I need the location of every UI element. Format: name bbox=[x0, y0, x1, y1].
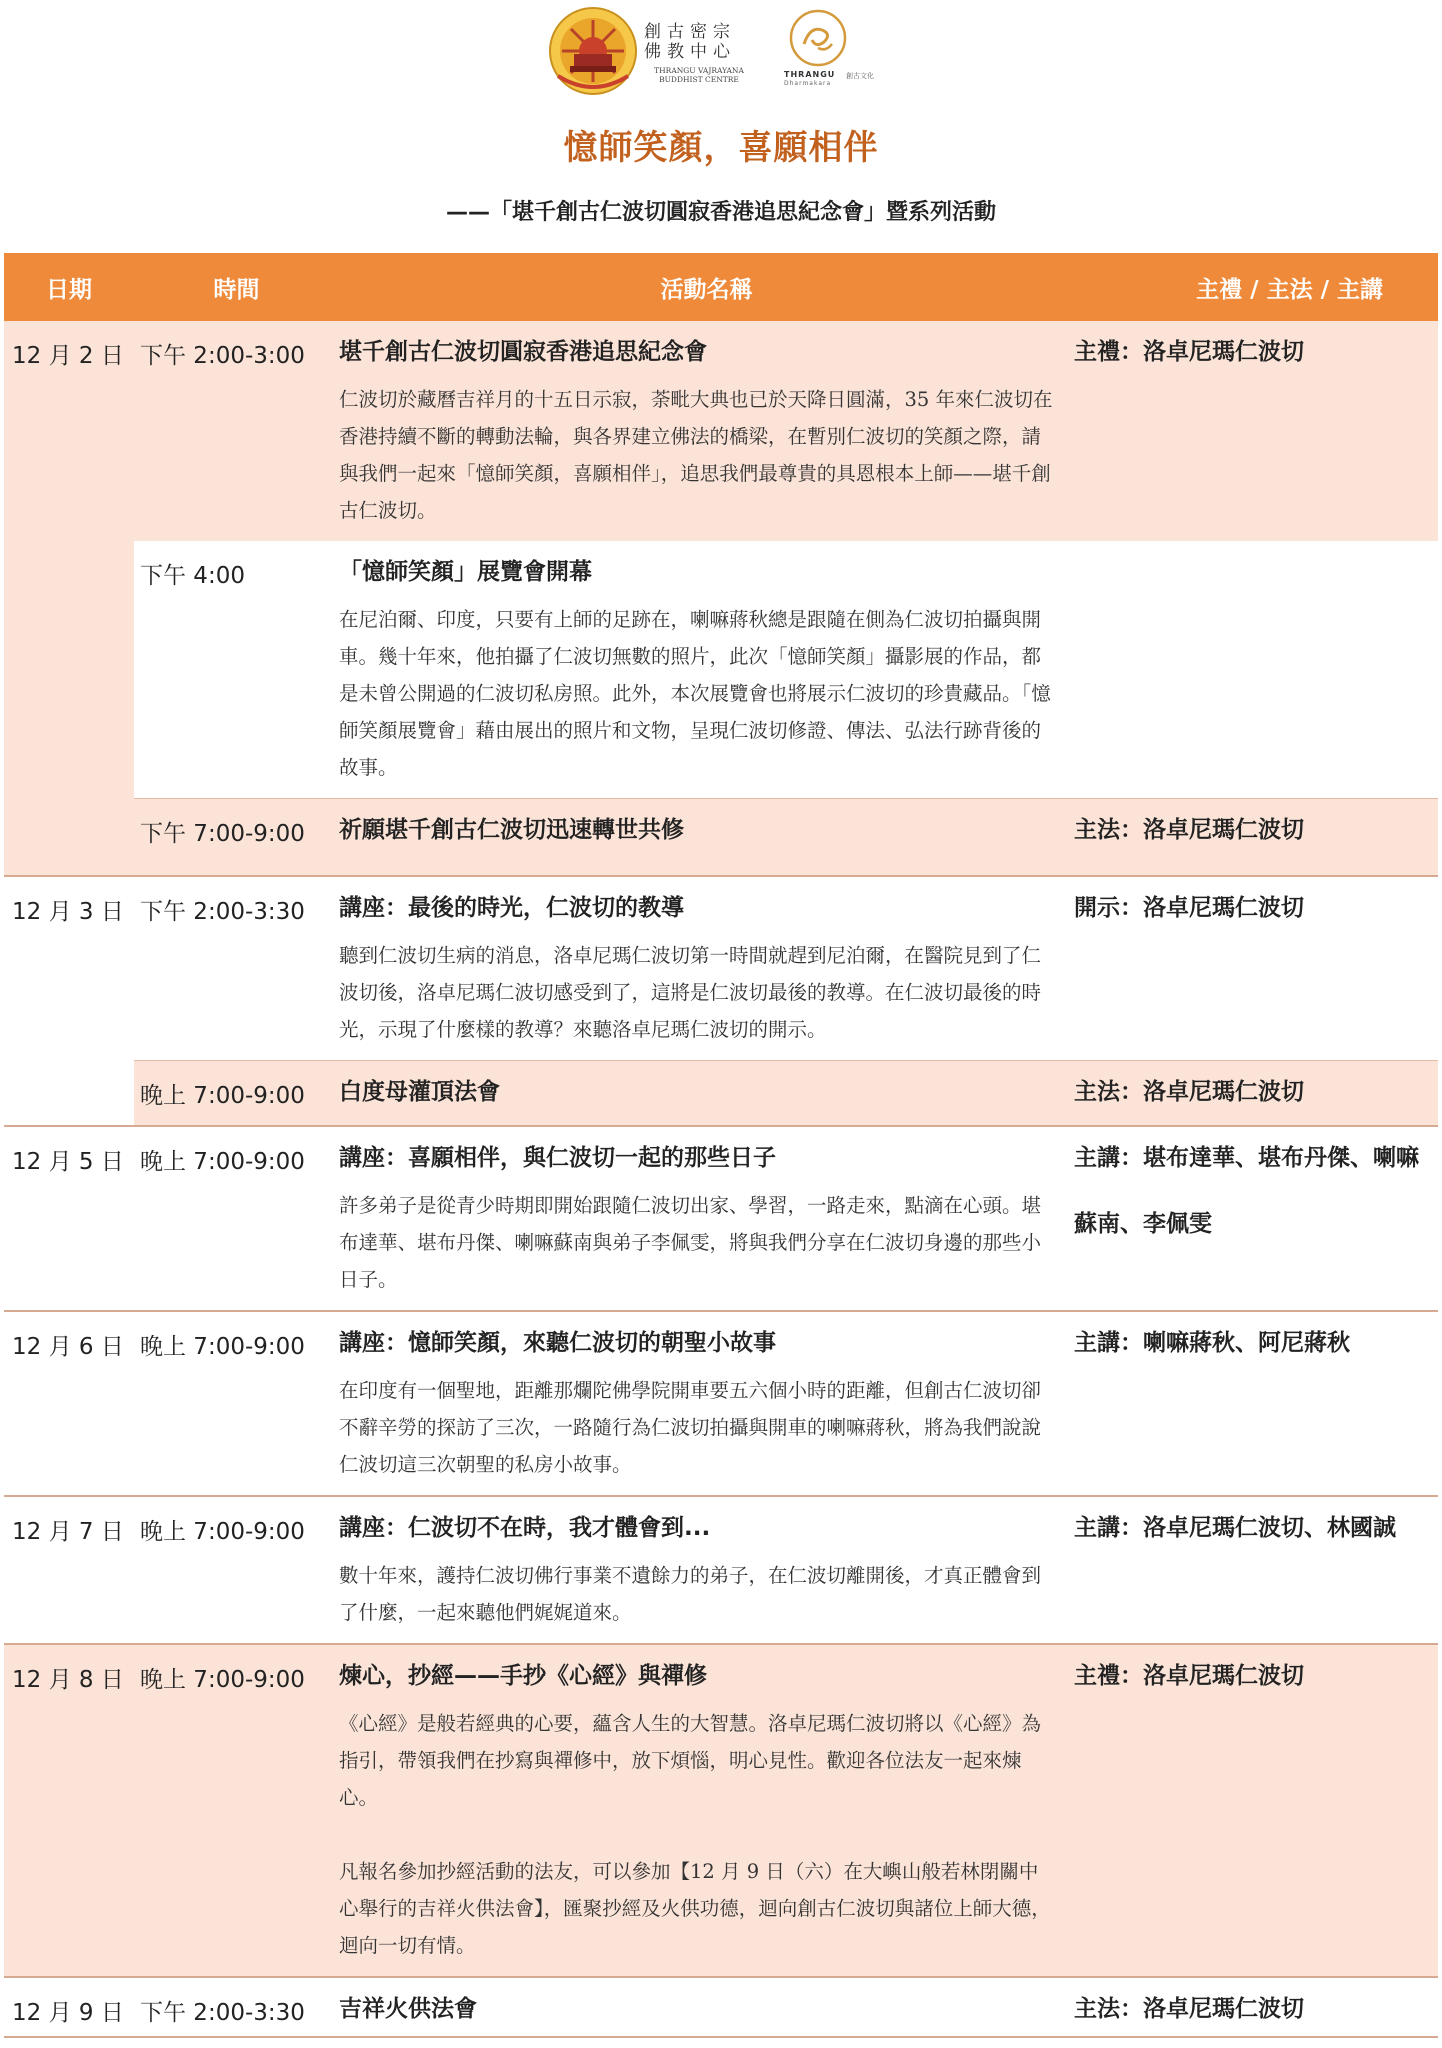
event-name: 吉祥火供法會 bbox=[339, 1996, 477, 2022]
event-host: 開示：洛卓尼瑪仁波切 bbox=[1074, 895, 1304, 921]
partner-chinese-name: 創古文化 bbox=[846, 72, 874, 80]
event-time: 晚上 7:00-9:00 bbox=[140, 1519, 305, 1545]
event-row bbox=[134, 1497, 1438, 1643]
event-description-text: 許多弟子是從青少時期即開始跟隨仁波切出家、學習，一路走來，點滴在心頭。堪布達華、堪布丹傑、喇嘛蘇南與弟子李佩雯，將與我們分享在仁波切身邊的那些小日子。 bbox=[339, 1194, 1042, 1291]
event-row bbox=[134, 1312, 1438, 1495]
event-time: 下午 7:00-9:00 bbox=[140, 821, 305, 847]
event-time: 下午 2:00-3:00 bbox=[140, 343, 305, 369]
event-host: 主講：喇嘛蔣秋、阿尼蔣秋 bbox=[1074, 1330, 1350, 1356]
table-header bbox=[4, 253, 1438, 321]
event-time: 晚上 7:00-9:00 bbox=[140, 1149, 305, 1175]
page-subtitle: ——「堪千創古仁波切圓寂香港追思紀念會」暨系列活動 bbox=[445, 200, 996, 225]
event-time: 下午 2:00-3:30 bbox=[140, 899, 305, 925]
org-name-english: THRANGU VAJRAYANA BUDDHIST CENTRE bbox=[654, 66, 744, 84]
event-name: 白度母灌頂法會 bbox=[339, 1079, 500, 1105]
event-time: 晚上 7:00-9:00 bbox=[140, 1083, 305, 1109]
event-description bbox=[339, 1187, 1054, 1298]
day-row bbox=[4, 1127, 1438, 1312]
event-row bbox=[134, 1127, 1438, 1310]
day-row bbox=[4, 1978, 1438, 2038]
event-host bbox=[1074, 541, 1438, 798]
event-time: 晚上 7:00-9:00 bbox=[140, 1334, 305, 1360]
logo-bar bbox=[548, 6, 908, 98]
event-name: 祈願堪千創古仁波切迅速轉世共修 bbox=[339, 817, 684, 843]
event-description bbox=[339, 601, 1054, 786]
day-date: 12 月 2 日 bbox=[12, 343, 124, 369]
event-time: 下午 2:00-3:30 bbox=[140, 2000, 305, 2026]
org-name: 創古密宗佛教中心 bbox=[644, 22, 736, 62]
event-description-text: 數十年來，護持仁波切佛行事業不遺餘力的弟子，在仁波切離開後，才真正體會到了什麼，一起來聽他們娓娓道來。 bbox=[339, 1564, 1042, 1624]
event-description-text: 仁波切於藏曆吉祥月的十五日示寂，荼毗大典也已於天降日圓滿，35 年來仁波切在香港持續不斷的轉動法輪，與各界建立佛法的橋梁，在暫別仁波切的笑顏之際，請與我們一起來「憶師笑顏，喜願相伴」，追思我們最尊貴的具恩根本上師——堪千創古仁波切。 bbox=[339, 388, 1053, 522]
event-time: 晚上 7:00-9:00 bbox=[140, 1667, 305, 1693]
column-header-event: 活動名稱 bbox=[660, 276, 753, 303]
day-date: 12 月 9 日 bbox=[12, 2000, 124, 2026]
event-host: 主禮：洛卓尼瑪仁波切 bbox=[1074, 339, 1304, 365]
day-date: 12 月 5 日 bbox=[12, 1149, 124, 1175]
event-name: 堪千創古仁波切圓寂香港追思紀念會 bbox=[339, 339, 707, 365]
event-time: 下午 4:00 bbox=[140, 563, 245, 589]
event-description-text: 在尼泊爾、印度，只要有上師的足跡在，喇嘛蔣秋總是跟隨在側為仁波切拍攝與開車。幾十年來，他拍攝了仁波切無數的照片，此次「憶師笑顏」攝影展的作品，都是未曾公開過的仁波切私房照。此外，本次展覽會也將展示仁波切的珍貴藏品。「憶師笑顏展覽會」藉由展出的照片和文物，呈現仁波切修證、傳法、弘法行跡背後的故事。 bbox=[339, 608, 1051, 779]
schedule-table bbox=[4, 253, 1438, 2038]
event-host: 主法：洛卓尼瑪仁波切 bbox=[1074, 817, 1304, 843]
day-row bbox=[4, 1497, 1438, 1645]
event-host: 主講：洛卓尼瑪仁波切、林國誠 bbox=[1074, 1515, 1396, 1541]
event-description bbox=[339, 1372, 1054, 1483]
event-name: 講座：仁波切不在時，我才體會到... bbox=[339, 1515, 711, 1541]
day-date: 12 月 3 日 bbox=[12, 899, 124, 925]
event-name: 講座：最後的時光，仁波切的教導 bbox=[339, 895, 684, 921]
event-name: 「憶師笑顏」展覽會開幕 bbox=[339, 559, 592, 585]
day-row bbox=[4, 877, 1438, 1127]
day-row bbox=[4, 321, 1438, 877]
event-host: 主法：洛卓尼瑪仁波切 bbox=[1074, 1996, 1304, 2022]
event-description-text: 凡報名參加抄經活動的法友，可以參加【12 月 9 日（六）在大嶼山般若林閉關中心舉行的吉祥火供法會】，匯聚抄經及火供功德，迴向創古仁波切與諸位上師大德，迴向一切有情。 bbox=[339, 1860, 1051, 1957]
event-row bbox=[134, 798, 1438, 875]
event-host: 主法：洛卓尼瑪仁波切 bbox=[1074, 1079, 1304, 1105]
event-description bbox=[339, 1557, 1054, 1631]
day-row bbox=[4, 1645, 1438, 1978]
column-header-date: 日期 bbox=[46, 276, 92, 303]
event-description bbox=[339, 381, 1054, 529]
thrangu-dharmakara-logo-icon bbox=[788, 8, 848, 68]
day-date: 12 月 6 日 bbox=[12, 1334, 124, 1360]
event-name: 講座：喜願相伴，與仁波切一起的那些日子 bbox=[339, 1145, 776, 1171]
page-title: 憶師笑顏，喜願相伴 bbox=[563, 128, 879, 168]
column-header-time: 時間 bbox=[213, 276, 260, 303]
event-row bbox=[134, 1978, 1438, 2036]
event-row bbox=[134, 1645, 1438, 1976]
event-description-text: 在印度有一個聖地，距離那爛陀佛學院開車要五六個小時的距離，但創古仁波切卻不辭辛勞的探訪了三次，一路隨行為仁波切拍攝與開車的喇嘛蔣秋，將為我們說說仁波切這三次朝聖的私房小故事。 bbox=[339, 1379, 1042, 1476]
event-description-text: 《心經》是般若經典的心要，蘊含人生的大智慧。洛卓尼瑪仁波切將以《心經》為指引，帶領我們在抄寫與禪修中，放下煩惱，明心見性。歡迎各位法友一起來煉心。 bbox=[339, 1712, 1042, 1809]
day-row bbox=[4, 1312, 1438, 1497]
event-row bbox=[134, 541, 1438, 798]
event-row bbox=[134, 321, 1438, 541]
day-date: 12 月 8 日 bbox=[12, 1667, 124, 1693]
event-description-text: 聽到仁波切生病的消息，洛卓尼瑪仁波切第一時間就趕到尼泊爾，在醫院見到了仁波切後，洛卓尼瑪仁波切感受到了，這將是仁波切最後的教導。在仁波切最後的時光，示現了什麼樣的教導？來聽洛卓尼瑪仁波切的開示。 bbox=[339, 944, 1042, 1041]
event-description bbox=[339, 937, 1054, 1048]
partner-name: THRANGU bbox=[784, 70, 836, 79]
event-name: 講座：憶師笑顏，來聽仁波切的朝聖小故事 bbox=[339, 1330, 776, 1356]
event-host: 主禮：洛卓尼瑪仁波切 bbox=[1074, 1663, 1304, 1689]
partner-subtitle: Dharmakara bbox=[784, 80, 832, 87]
column-header-host: 主禮 / 主法 / 主講 bbox=[1196, 276, 1383, 303]
event-host: 主講：堪布達華、堪布丹傑、喇嘛蘇南、李佩雯 bbox=[1074, 1145, 1419, 1237]
event-description bbox=[339, 1705, 1054, 1964]
day-date: 12 月 7 日 bbox=[12, 1519, 124, 1545]
page-header bbox=[0, 0, 1442, 250]
dharma-wheel-emblem-icon bbox=[548, 6, 638, 96]
event-row bbox=[134, 877, 1438, 1060]
event-name: 煉心，抄經——手抄《心經》與禪修 bbox=[339, 1663, 707, 1689]
